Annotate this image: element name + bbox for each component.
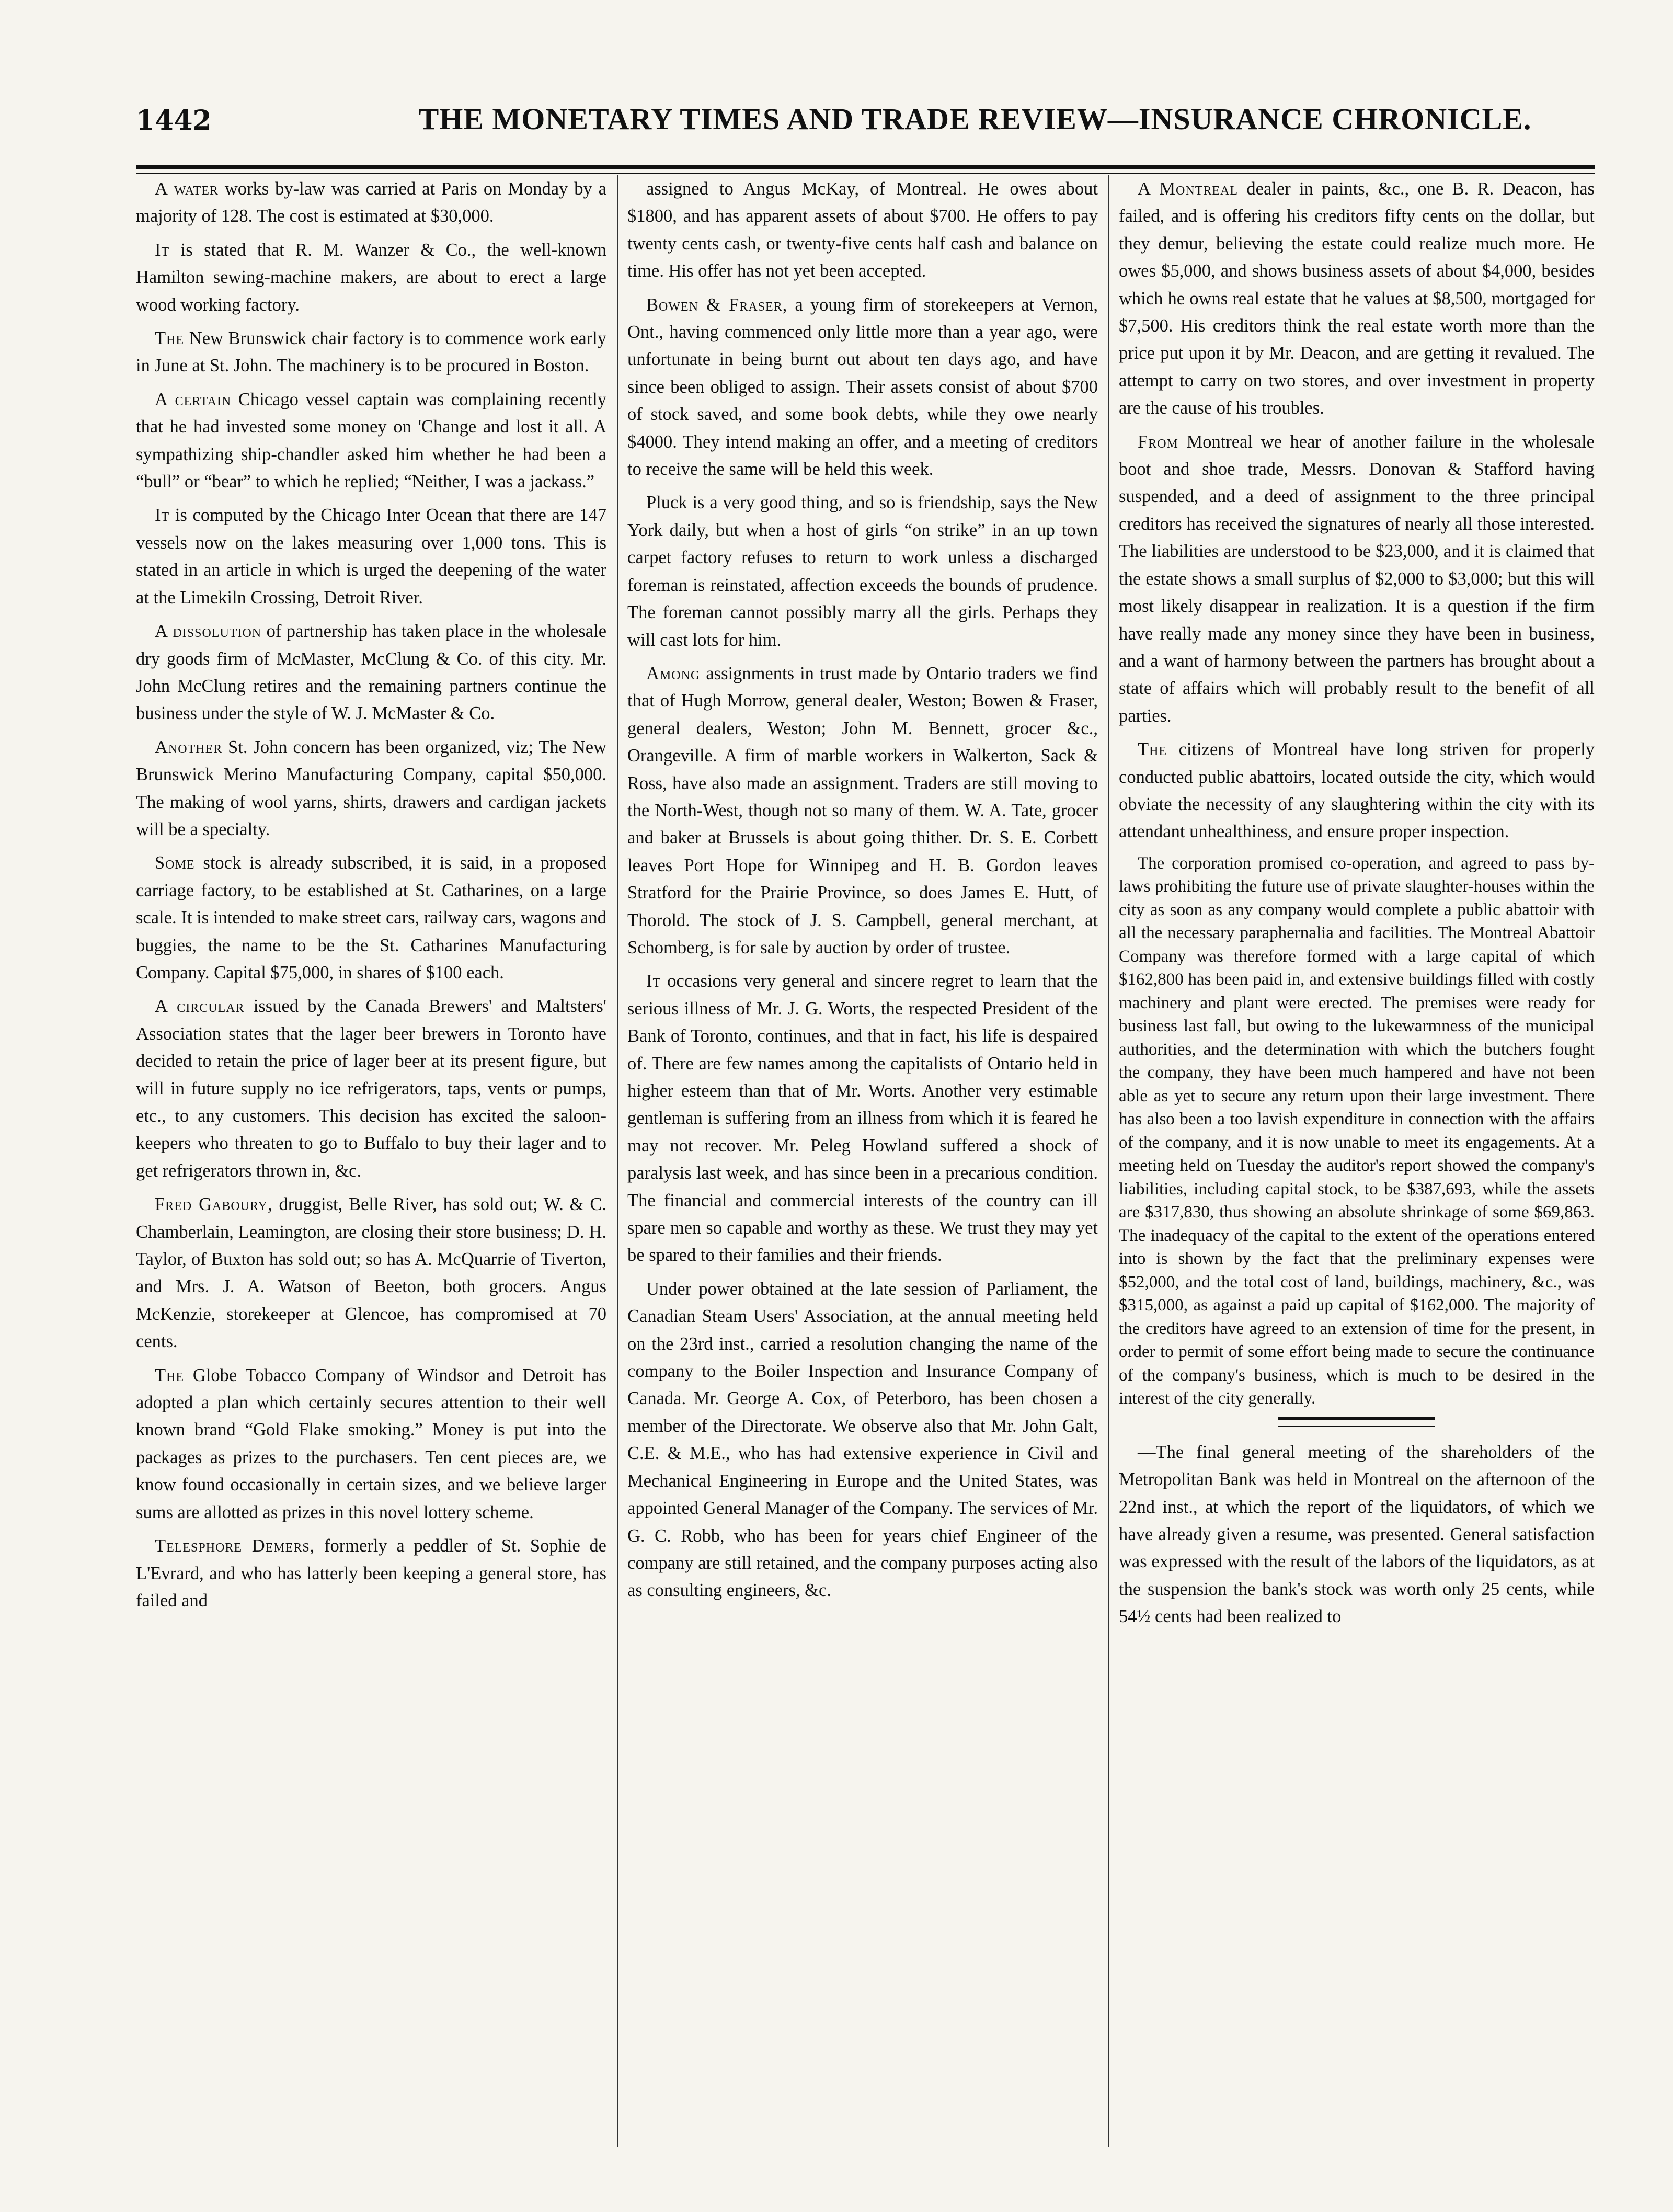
article-paragraph	[1119, 175, 1595, 422]
article-paragraph	[627, 967, 1098, 1269]
paragraph-text: assignments in trust made by Ontario traders we find that of Hugh Morrow, general dealer, Weston; Bowen & Fraser, general dealers, Weston; John M. Bennett, grocer &c., Orangeville. A firm of marble workers in Walkerton, Sack & Ross, have also made an assignment. Traders are still moving to the North-West, though not so many of them. W. A. Tate, grocer and baker at Brussels is about going thither. Dr. S. E. Corbett leaves Port Hope for Winnipeg and H. B. Gordon leaves Stratford for the Prairie Province, so does James E. Hutt, of Thorold. The stock of J. S. Campbell, general merchant, at Schomberg, is for sale by auction by order of trustee.	[627, 663, 1098, 957]
paragraph-text: stock is already subscribed, it is said, in a proposed carriage factory, to be established at St. Catharines, on a large scale. It is intended to make street cars, railway cars, wagons and buggies, the name to be the St. Catharines Manufacturing Company. Capital $75,000, in shares of $100 each.	[136, 853, 606, 983]
paragraph-text: Globe Tobacco Company of Windsor and Detroit has adopted a plan which certainly secures attention to their well known brand “Gold Flake smoking.” Money is put into the packages as prizes to the purchasers. Ten cent pieces are, we know found occasionally in certain sizes, and we believe larger sums are allotted as prizes in this novel lottery scheme.	[136, 1365, 606, 1522]
column-1	[136, 175, 606, 2162]
paragraph-lead: Another	[155, 737, 223, 757]
article-paragraph	[136, 386, 606, 496]
column-divider	[1108, 175, 1109, 2147]
paragraph-lead: It	[155, 505, 170, 526]
paragraph-text: Pluck is a very good thing, and so is friendship, says the New York daily, but when a host of girls “on strike” in an up town carpet factory refuses to return to work unless a discharged foreman is reinstated, affection exceeds the bounds of prudence. The foreman cannot possibly marry all the girls. Perhaps they will cast lots for him.	[627, 493, 1098, 650]
column-3	[1119, 175, 1595, 2162]
article-paragraph	[136, 618, 606, 727]
paragraph-text: Chicago vessel captain was complaining recently that he had invested some money on 'Change and lost it all. A sympathizing ship-chandler asked him whether he had been a “bull” or “bear” to which he replied; “Neither, I was a jackass.”	[136, 389, 606, 492]
header-rule-thin	[136, 173, 1595, 174]
masthead-title: THE MONETARY TIMES AND TRADE REVIEW—INSURANCE CHRONICLE.	[418, 102, 1532, 136]
article-paragraph	[627, 660, 1098, 961]
article-paragraph	[1119, 428, 1595, 729]
paragraph-lead: A circular	[155, 996, 245, 1017]
article-paragraph	[627, 1275, 1098, 1604]
paragraph-text: of partnership has taken place in the wholesale dry goods firm of McMaster, McClung & Co. of this city. Mr. John McClung retires and the remaining partners continue the business under the style of W. J. McMaster & Co.	[136, 621, 606, 724]
paragraph-text: formerly a peddler of St. Sophie de L'Evrard, and who has latterly been keeping a general store, has failed and	[136, 1536, 606, 1611]
article-paragraph	[136, 501, 606, 611]
article-paragraph	[136, 236, 606, 318]
paragraph-lead: Telesphore Demers,	[155, 1536, 315, 1556]
paragraph-text: Montreal we hear of another failure in the wholesale boot and shoe trade, Messrs. Donovan & Stafford having suspended, and a deed of assignment to the three principal creditors has received the signatures of nearly all those interested. The liabilities are understood to be $23,000, and it is claimed that the estate shows a small surplus of $2,000 to $3,000; but this will most likely disappear in realization. It is a question if the firm have really made any money since they have been in business, and a want of harmony between the partners has brought about a state of affairs which will probably result to the benefit of all parties.	[1119, 431, 1595, 726]
paragraph-lead: The	[1138, 739, 1167, 760]
article-paragraph	[136, 1191, 606, 1355]
paragraph-text: St. John concern has been organized, viz; The New Brunswick Merino Manufacturing Company, capital $50,000. The making of wool yarns, shirts, drawers and cardigan jackets will be a specialty.	[136, 737, 606, 839]
article-paragraph	[136, 1362, 606, 1526]
section-separator	[1278, 1417, 1435, 1427]
paragraph-text: assigned to Angus McKay, of Montreal. He owes about $1800, and has apparent assets of about $700. He offers to pay twenty cents cash, or twenty-five cents half cash and balance on time. His offer has not yet been accepted.	[627, 179, 1098, 281]
paragraph-text: druggist, Belle River, has sold out; W. & C. Chamberlain, Leamington, are closing their store business; D. H. Taylor, of Buxton has sold out; so has A. McQuarrie of Tiverton, and Mrs. J. A. Watson of Beeton, both grocers. Angus McKenzie, storekeeper at Glencoe, has compromised at 70 cents.	[136, 1194, 606, 1352]
article-paragraph	[136, 849, 606, 986]
paragraph-lead: The	[155, 328, 185, 349]
page-header	[136, 94, 1595, 152]
column-2	[627, 175, 1098, 2162]
article-paragraph	[136, 1532, 606, 1614]
newspaper-page	[136, 78, 1595, 2170]
paragraph-lead: Among	[646, 663, 701, 683]
article-paragraph	[136, 175, 606, 230]
paragraph-text: is stated that R. M. Wanzer & Co., the well-known Hamilton sewing-machine makers, are about to erect a large wood working factory.	[136, 240, 606, 315]
paragraph-text: —The final general meeting of the shareholders of the Metropolitan Bank was held in Montreal on the afternoon of the 22nd inst., at which the report of the liquidators, of which we have already given a resume, was presented. General satisfaction was expressed with the result of the labors of the liquidators, as at the suspension the bank's stock was worth only 25 cents, while 54½ cents had been realized to	[1119, 1442, 1595, 1627]
paragraph-text: citizens of Montreal have long striven for properly conducted public abattoirs, located outside the city, which would obviate the necessity of any slaughtering within the city with its attendant unhealthiness, and ensure proper inspection.	[1119, 739, 1595, 842]
page-number: 1442	[136, 105, 212, 136]
paragraph-text: is computed by the Chicago Inter Ocean that there are 147 vessels now on the lakes measuring over 1,000 tons. This is stated in an article in which is urged the deepening of the water at the Limekiln Crossing, Detroit River.	[136, 505, 606, 608]
article-paragraph	[627, 489, 1098, 653]
paragraph-lead: A dissolution	[155, 621, 262, 642]
article-paragraph	[627, 291, 1098, 483]
paragraph-text: a young firm of storekeepers at Vernon, Ont., having commenced only little more than a year ago, were unfortunate in being burnt out about ten days ago, and have since been obliged to assign. Their assets consist of about $700 of stock saved, and some book debts, while they owe nearly $4000. They intend making an offer, and a meeting of creditors to receive the same will be held this week.	[627, 294, 1098, 480]
paragraph-text: Under power obtained at the late session of Parliament, the Canadian Steam Users' Association, at the annual meeting held on the 23rd inst., carried a resolution changing the name of the company to the Boiler Inspection and Insurance Company of Canada. Mr. George A. Cox, of Peterboro, has been chosen a member of the Directorate. We observe also that Mr. John Galt, C.E. & M.E., who has had extensive experience in Civil and Mechanical Engineering in Europe and the United States, was appointed General Manager of the Company. The services of Mr. G. C. Robb, who has been for years chief Engineer of the company are still retained, and the company purposes acting also as consulting engineers, &c.	[627, 1279, 1098, 1601]
paragraph-text: The corporation promised co-operation, and agreed to pass by-laws prohibiting the future use of private slaughter-houses within the city as soon as any company would complete a public abattoir with all the necessary paraphernalia and facilities. The Montreal Abattoir Company was therefore formed with a large capital of which $162,800 has been paid in, and extensive buildings filled with costly machinery and plant were erected. The premises were ready for business last fall, but owing to the lukewarmness of the municipal authorities, and the determination with which the butchers fought the company, they have been much hampered and have not been able as yet to secure any return upon their large investment. There has also been a too lavish expenditure in connection with the affairs of the company, and it is now unable to meet its engagements. At a meeting held on Tuesday the auditor's report showed the company's liabilities, including capital stock, to be $387,693, while the assets are $317,830, thus showing an absolute shrinkage of some $69,863. The inadequacy of the capital to the extent of the operations entered into is shown by the fact that the preliminary expenses were $52,000, and the total cost of land, buildings, machinery, &c., was $315,000, as against a paid up capital of $162,000. The majority of the creditors have agreed to an extension of time for the present, in order to permit of some effort being made to secure the continuance of the company's business, which is much to be desired in the interest of the city generally.	[1119, 853, 1595, 1408]
article-paragraph	[1119, 1439, 1595, 1631]
paragraph-lead: It	[646, 971, 661, 991]
article-paragraph	[136, 993, 606, 1184]
article-paragraph	[627, 175, 1098, 285]
paragraph-text: works by-law was carried at Paris on Monday by a majority of 128. The cost is estimated at $30,000.	[136, 179, 606, 226]
article-paragraph	[1119, 852, 1595, 1410]
article-paragraph	[1119, 736, 1595, 846]
article-paragraph	[136, 325, 606, 380]
paragraph-lead: Bowen & Fraser,	[646, 294, 788, 315]
paragraph-lead: From	[1138, 431, 1178, 452]
paragraph-lead: Fred Gaboury,	[155, 1194, 273, 1215]
paragraph-lead: Some	[155, 853, 195, 873]
paragraph-lead: It	[155, 240, 170, 260]
paragraph-text: occasions very general and sincere regret to learn that the serious illness of Mr. J. G. Worts, the respected President of the Bank of Toronto, continues, and that in fact, his life is despaired of. There are few names among the capitalists of Ontario held in higher esteem than that of Mr. Worts. Another very estimable gentleman is suffering from an illness from which it is feared he may not recover. Mr. Peleg Howland suffered a shock of paralysis last week, and has since been in a precarious condition. The financial and commercial interests of the country can ill spare men so capable and worthy as these. We trust they may yet be spared to their families and their friends.	[627, 971, 1098, 1265]
article-paragraph	[136, 734, 606, 843]
paragraph-lead: The	[155, 1365, 185, 1385]
paragraph-lead: A Montreal	[1138, 179, 1239, 199]
paragraph-lead: A water	[155, 179, 219, 199]
column-divider	[617, 175, 618, 2147]
paragraph-text: New Brunswick chair factory is to commence work early in June at St. John. The machinery is to be procured in Boston.	[136, 328, 606, 376]
header-rule	[136, 165, 1595, 169]
paragraph-text: dealer in paints, &c., one B. R. Deacon, has failed, and is offering his creditors fifty cents on the dollar, but they demur, believing the estate could realize much more. He owes $5,000, and shows business assets of about $4,000, besides which he owns real estate that he values at $8,500, mortgaged for $7,500. His creditors think the real estate worth more than the price put upon it by Mr. Deacon, and are getting it revalued. The attempt to carry on two stores, and over investment in property are the cause of his troubles.	[1119, 179, 1595, 418]
paragraph-lead: A certain	[155, 389, 232, 409]
paragraph-text: issued by the Canada Brewers' and Maltsters' Association states that the lager beer brewers in Toronto have decided to retain the price of lager beer at its present figure, but will in future supply no ice refrigerators, taps, vents or pumps, etc., to any customers. This decision has excited the saloon-keepers who threaten to go to Buffalo to buy their lager and to get refrigerators thrown in, &c.	[136, 996, 606, 1181]
